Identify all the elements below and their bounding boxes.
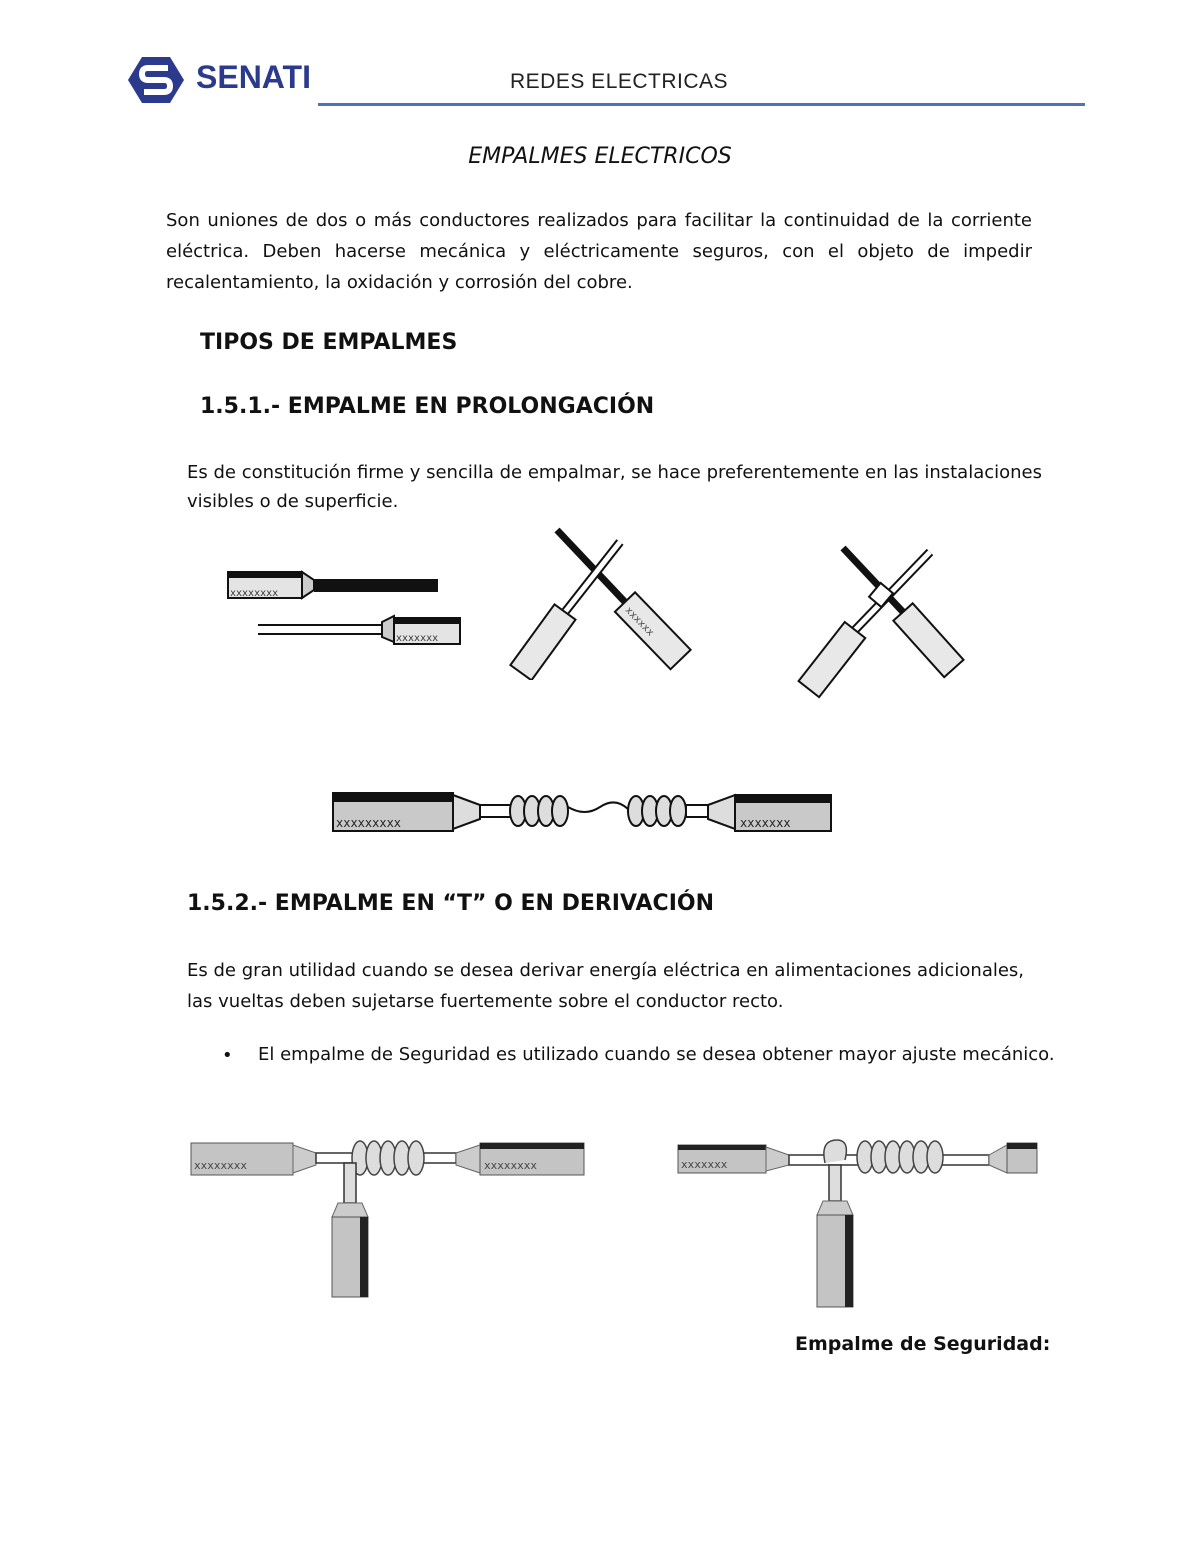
subsection-2-heading: 1.5.2.- EMPALME EN “T” O EN DERIVACIÓN xyxy=(187,891,715,916)
bullet-text: El empalme de Seguridad es utilizado cuando se desea obtener mayor ajuste mecánico. xyxy=(258,1044,1055,1065)
svg-text:xxxxxxxx: xxxxxxxx xyxy=(484,1159,537,1172)
senati-logo-icon xyxy=(128,55,184,105)
svg-text:xxxxxxxx: xxxxxxxx xyxy=(230,588,279,599)
svg-text:xxxxxxxxx: xxxxxxxxx xyxy=(336,816,402,830)
svg-text:xxxxxxx: xxxxxxx xyxy=(681,1158,728,1171)
wires-stripped-figure xyxy=(222,560,467,655)
header-title: REDES ELECTRICAS xyxy=(510,70,729,93)
svg-text:xxxxxxx: xxxxxxx xyxy=(740,816,791,830)
subsection-1-text: Es de constitución firme y sencilla de empalmar, se hace preferentemente en las instalaciones visibles o de superficie. xyxy=(187,462,1043,512)
header-rule xyxy=(318,103,1085,106)
document-title: EMPALMES ELECTRICOS xyxy=(468,144,732,169)
safety-splice-figure xyxy=(675,1135,1040,1315)
subsection-1-heading: 1.5.1.- EMPALME EN PROLONGACIÓN xyxy=(200,394,655,419)
svg-text:xxxxxx: xxxxxx xyxy=(622,604,656,639)
extension-splice-figure xyxy=(330,785,835,840)
wires-crossed-figure xyxy=(495,520,705,680)
logo-text: SENATI xyxy=(196,59,311,95)
t-splice-figure xyxy=(188,1135,588,1305)
svg-text:xxxxxxx: xxxxxxx xyxy=(396,633,439,644)
senati-logo xyxy=(128,55,318,105)
svg-text:xxxxxxxx: xxxxxxxx xyxy=(194,1159,247,1172)
intro-paragraph: Son uniones de dos o más conductores realizados para facilitar la continuidad de la corriente eléctrica. Deben hacerse mecánica y eléctricamente seguros, con el objeto de impedir recalentamiento, la oxidación y corrosión del cobre. xyxy=(166,210,1032,293)
subsection-2-text: Es de gran utilidad cuando se desea derivar energía eléctrica en alimentaciones adicionales, las vueltas deben sujetarse fuertemente sobre el conductor recto. xyxy=(187,960,1025,1012)
wires-twisted-figure xyxy=(775,540,975,700)
figure-caption: Empalme de Seguridad: xyxy=(795,1333,1051,1355)
section-heading: TIPOS DE EMPALMES xyxy=(200,330,458,355)
bullet-icon: • xyxy=(222,1045,233,1066)
